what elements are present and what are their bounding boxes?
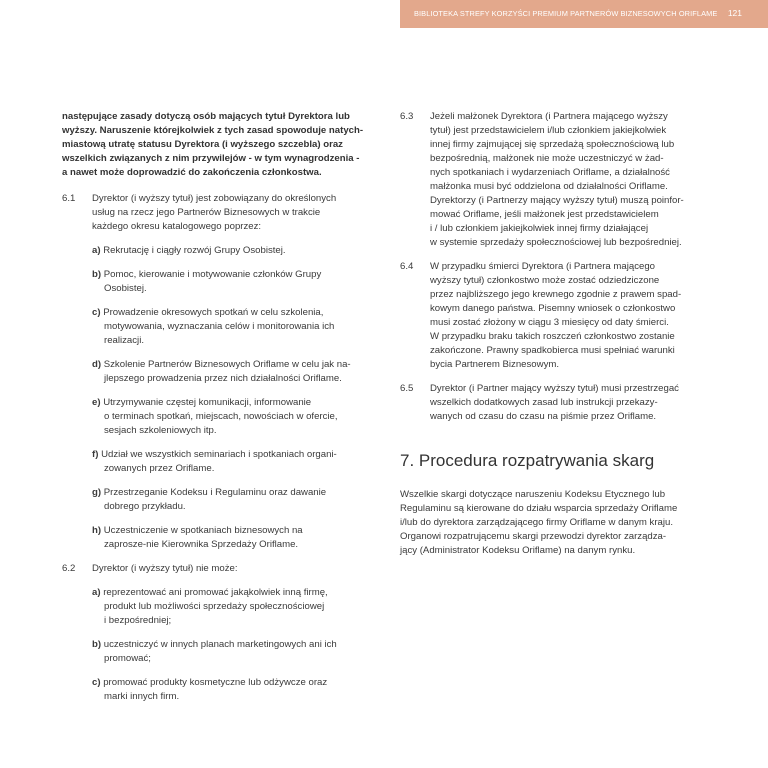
subitem-list	[92, 586, 367, 704]
item-line: W przypadku braku takich roszczeń członkostwo zostanie	[430, 331, 675, 342]
subitem-text: Przestrzeganie Kodeksu i Regulaminu oraz dawanie	[103, 487, 327, 498]
subitem-text: uczestniczyć w innych planach marketingowych ani ich	[103, 639, 337, 650]
item-line: każdego okresu katalogowego poprzez:	[92, 221, 262, 232]
subitem-cont: realizacji.	[104, 335, 144, 346]
subitem-a	[92, 586, 367, 628]
item-line: W przypadku śmierci Dyrektora (i Partnera mającego	[430, 261, 655, 272]
item-line: wszelkich dodatkowych zasad lub instrukcji przekazy-	[430, 397, 658, 408]
item-line: małżonka musi być oddzielona od działalności Oriflame.	[430, 181, 668, 192]
subitem-h	[92, 524, 367, 552]
item-6-2	[62, 562, 367, 704]
section-paragraph	[400, 488, 710, 558]
subitem-letter: h)	[92, 525, 102, 536]
subitem-letter: b)	[92, 269, 102, 280]
intro-line: wszelkich związanych z nim przywilejów - w tym wynagrodzenia -	[62, 153, 360, 164]
subitem-cont: zowanych przez Oriflame.	[104, 463, 215, 474]
subitem-text: promować produkty kosmetyczne lub odżywcze oraz	[103, 677, 328, 688]
item-line: bezpośrednią, małżonek nie może uczestniczyć w żad-	[430, 153, 664, 164]
item-line: nych spotkaniach i wydarzeniach Oriflame, a działalność	[430, 167, 670, 178]
item-line: i / lub członkiem jakiejkolwiek innej firmy działającej	[430, 223, 649, 234]
item-line: przez najbliższego jego krewnego zgodnie z prawem spad-	[430, 289, 682, 300]
section-line: Wszelkie skargi dotyczące naruszeniu Kodeksu Etycznego lub	[400, 489, 666, 500]
item-line: Dyrektor (i wyższy tytuł) nie może:	[92, 563, 238, 574]
subitem-cont: motywowania, wyznaczania celów i monitorowania ich	[104, 321, 335, 332]
subitem-cont: dobrego przykładu.	[104, 501, 186, 512]
intro-line: następujące zasady dotyczą osób mających tytuł Dyrektora lub	[62, 111, 350, 122]
left-column	[62, 110, 367, 714]
intro-line: a nawet może doprowadzić do zakończenia członkostwa.	[62, 167, 322, 178]
right-column	[400, 110, 710, 558]
subitem-c	[92, 306, 367, 348]
subitem-letter: b)	[92, 639, 102, 650]
subitem-cont: jlepszego prowadzenia przez nich działalności Oriflame.	[104, 373, 342, 384]
item-6-5	[400, 382, 710, 424]
item-line: Dyrektor (i wyższy tytuł) jest zobowiązany do określonych	[92, 193, 337, 204]
item-line: Dyrektor (i Partner mający wyższy tytuł) musi przestrzegać	[430, 383, 679, 394]
item-number: 6.5	[400, 383, 414, 394]
subitem-letter: e)	[92, 397, 101, 408]
subitem-cont: produkt lub możliwości sprzedaży społecznościowej	[104, 601, 325, 612]
subitem-b	[92, 268, 367, 296]
header-bar	[400, 0, 768, 28]
item-6-3	[400, 110, 710, 250]
subitem-letter: a)	[92, 245, 101, 256]
item-line: wyższy tytuł) członkostwo może zostać odziedziczone	[430, 275, 660, 286]
subitem-letter: d)	[92, 359, 102, 370]
item-line: innej firmy zajmującej się sprzedażą społecznościową lub	[430, 139, 675, 150]
item-line: tytuł) jest przedstawicielem i/lub członkiem jakiejkolwiek	[430, 125, 667, 136]
section-line: Regulaminu są kierowane do działu wsparcia sprzedaży Oriflame	[400, 503, 678, 514]
item-6-1	[62, 192, 367, 552]
subitem-text: Prowadzenie okresowych spotkań w celu szkolenia,	[103, 307, 324, 318]
subitem-text: Utrzymywanie częstej komunikacji, informowanie	[103, 397, 312, 408]
subitem-c	[92, 676, 367, 704]
item-line: zakończone. Prawny spadkobierca musi spełniać warunki	[430, 345, 675, 356]
item-line: Jeżeli małżonek Dyrektora (i Partnera mającego wyższy	[430, 111, 668, 122]
section-heading: 7. Procedura rozpatrywania skarg	[400, 451, 655, 470]
item-6-4	[400, 260, 710, 372]
subitem-letter: c)	[92, 677, 101, 688]
subitem-cont: i bezpośredniej;	[104, 615, 172, 626]
subitem-text: Rekrutację i ciągły rozwój Grupy Osobistej.	[103, 245, 286, 256]
subitem-cont: o terminach spotkań, miejscach, nowościach w ofercie,	[104, 411, 338, 422]
subitem-cont: Osobistej.	[104, 283, 147, 294]
section-line: Organowi rozpatrującemu skargi przewodzi dyrektor zarządza-	[400, 531, 667, 542]
header-title: BIBLIOTEKA STREFY KORZYŚCI PREMIUM PARTNERÓW BIZNESOWYCH ORIFLAME	[414, 9, 718, 18]
subitem-letter: f)	[92, 449, 99, 460]
subitem-letter: c)	[92, 307, 101, 318]
subitem-letter: g)	[92, 487, 102, 498]
subitem-text: Udział we wszystkich seminariach i spotkaniach organi-	[101, 449, 337, 460]
item-number: 6.1	[62, 193, 76, 204]
section-line: i/lub do dyrektora zarządzającego firmy Oriflame w danym kraju.	[400, 517, 673, 528]
item-number: 6.3	[400, 111, 414, 122]
subitem-cont: zaprosze-nie Kierownika Sprzedaży Oriflame.	[104, 539, 299, 550]
subitem-f	[92, 448, 367, 476]
subitem-list	[92, 244, 367, 552]
item-number: 6.4	[400, 261, 414, 272]
subitem-text: Pomoc, kierowanie i motywowanie członków Grupy	[103, 269, 322, 280]
subitem-text: Szkolenie Partnerów Biznesowych Oriflame w celu jak na-	[103, 359, 351, 370]
item-line: kowym danego państwa. Pisemny wniosek o członkostwo	[430, 303, 676, 314]
section-line: jący (Administrator Kodeksu Oriflame) na danym rynku.	[400, 545, 636, 556]
subitem-text: Uczestniczenie w spotkaniach biznesowych na	[103, 525, 303, 536]
subitem-letter: a)	[92, 587, 101, 598]
subitem-g	[92, 486, 367, 514]
intro-line: miastową utratę statusu Dyrektora (i wyższego szczebla) oraz	[62, 139, 343, 150]
subitem-cont: marki innych firm.	[104, 691, 180, 702]
item-line: usług na rzecz jego Partnerów Biznesowych w trakcie	[92, 207, 321, 218]
item-line: wanych od czasu do czasu na piśmie przez Oriflame.	[430, 411, 657, 422]
item-number: 6.2	[62, 563, 76, 574]
page-number: 121	[727, 8, 742, 18]
subitem-a	[92, 244, 367, 258]
item-line: bycia Partnerem Biznesowym.	[430, 359, 560, 370]
subitem-d	[92, 358, 367, 386]
item-line: Dyrektorzy (i Partnerzy mający wyższy tytuł) muszą poinfor-	[430, 195, 684, 206]
intro-line: wyższy. Naruszenie którejkolwiek z tych zasad spowoduje natych-	[62, 125, 364, 136]
item-line: musi zostać złożony w ciągu 3 miesięcy od daty śmierci.	[430, 317, 669, 328]
subitem-cont: promować;	[104, 653, 151, 664]
subitem-e	[92, 396, 367, 438]
item-line: mować Oriflame, jeśli małżonek jest przedstawicielem	[430, 209, 659, 220]
subitem-cont: sesjach szkoleniowych itp.	[104, 425, 217, 436]
subitem-text: reprezentować ani promować jakąkolwiek inną firmę,	[103, 587, 328, 598]
item-line: w systemie sprzedaży społecznościowej lub bezpośredniej.	[430, 237, 682, 248]
intro-paragraph	[62, 110, 367, 180]
subitem-b	[92, 638, 367, 666]
